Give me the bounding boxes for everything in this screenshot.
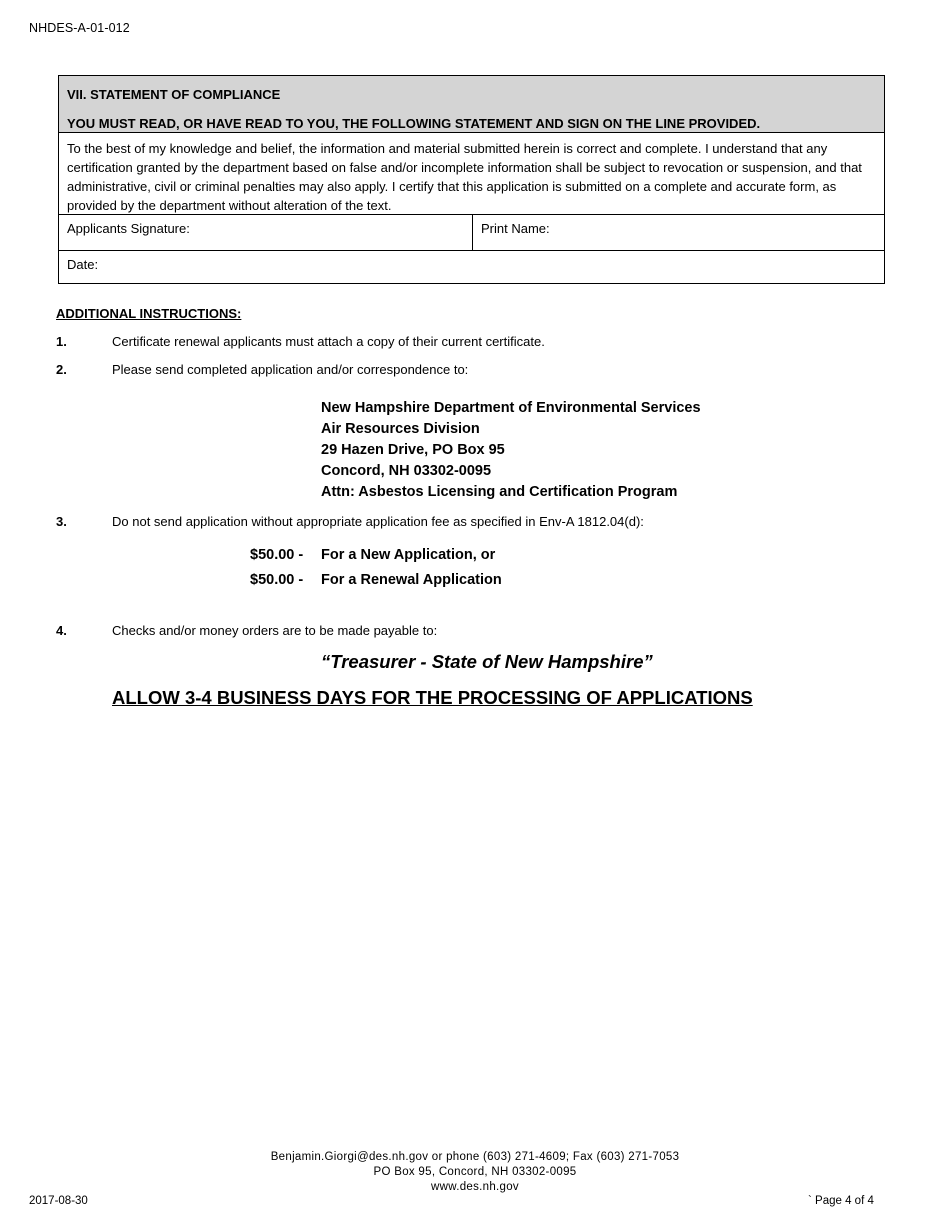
print-name-label: Print Name:	[481, 221, 550, 236]
instruction-text: Checks and/or money orders are to be made payable to:	[112, 623, 438, 638]
footer-contact: Benjamin.Giorgi@des.nh.gov or phone (603) 271-4609; Fax (603) 271-7053	[270, 1151, 680, 1163]
fee-description: For a New Application, or	[321, 547, 496, 563]
instruction-text: Do not send application without appropriate application fee as specified in Env-A 1812.04(d):	[112, 514, 644, 529]
date-label: Date:	[67, 257, 99, 272]
footer-date: 2017-08-30	[29, 1195, 88, 1207]
item-number: 4.	[56, 623, 67, 638]
fee-amount: $50.00 -	[250, 547, 304, 563]
footer-website: www.des.nh.gov	[431, 1181, 519, 1193]
address-line: Attn: Asbestos Licensing and Certification Program	[321, 484, 678, 500]
form-id: NHDES-A-01-012	[29, 21, 130, 35]
address-line: New Hampshire Department of Environmental Services	[321, 400, 701, 416]
payee: “Treasurer - State of New Hampshire”	[321, 651, 653, 672]
section-title: VII. STATEMENT OF COMPLIANCE	[67, 87, 281, 102]
fee-amount: $50.00 -	[250, 572, 304, 588]
divider	[59, 250, 884, 251]
address-line: Air Resources Division	[321, 421, 480, 437]
section-header	[59, 76, 884, 133]
item-number: 3.	[56, 514, 67, 529]
address-line: Concord, NH 03302-0095	[321, 463, 492, 479]
fee-description: For a Renewal Application	[321, 572, 502, 588]
instruction-text: Certificate renewal applicants must attach a copy of their current certificate.	[112, 334, 545, 349]
address-line: 29 Hazen Drive, PO Box 95	[321, 442, 505, 458]
page-number: ` Page 4 of 4	[808, 1195, 874, 1207]
instruction-text: Please send completed application and/or correspondence to:	[112, 362, 469, 377]
item-number: 1.	[56, 334, 67, 349]
divider	[472, 214, 473, 250]
compliance-section	[58, 75, 885, 284]
processing-note: ALLOW 3-4 BUSINESS DAYS FOR THE PROCESSING OF APPLICATIONS	[112, 687, 753, 708]
section-subtitle: YOU MUST READ, OR HAVE READ TO YOU, THE FOLLOWING STATEMENT AND SIGN ON THE LINE PROVIDED.	[67, 116, 761, 131]
compliance-statement: To the best of my knowledge and belief, the information and material submitted herein is correct and complete. I understand that any certification granted by the department based on false and/or incomplete information shall be subject to revocation or suspension, and that administrative, civil or criminal penalties may also apply. I certify that this application is submitted on a complete and accurate form, as provided by the department without alteration of the text.	[67, 141, 862, 213]
signature-label: Applicants Signature:	[67, 221, 190, 236]
instructions-heading: ADDITIONAL INSTRUCTIONS:	[56, 306, 242, 321]
item-number: 2.	[56, 362, 67, 377]
footer-address: PO Box 95, Concord, NH 03302-0095	[373, 1166, 577, 1178]
